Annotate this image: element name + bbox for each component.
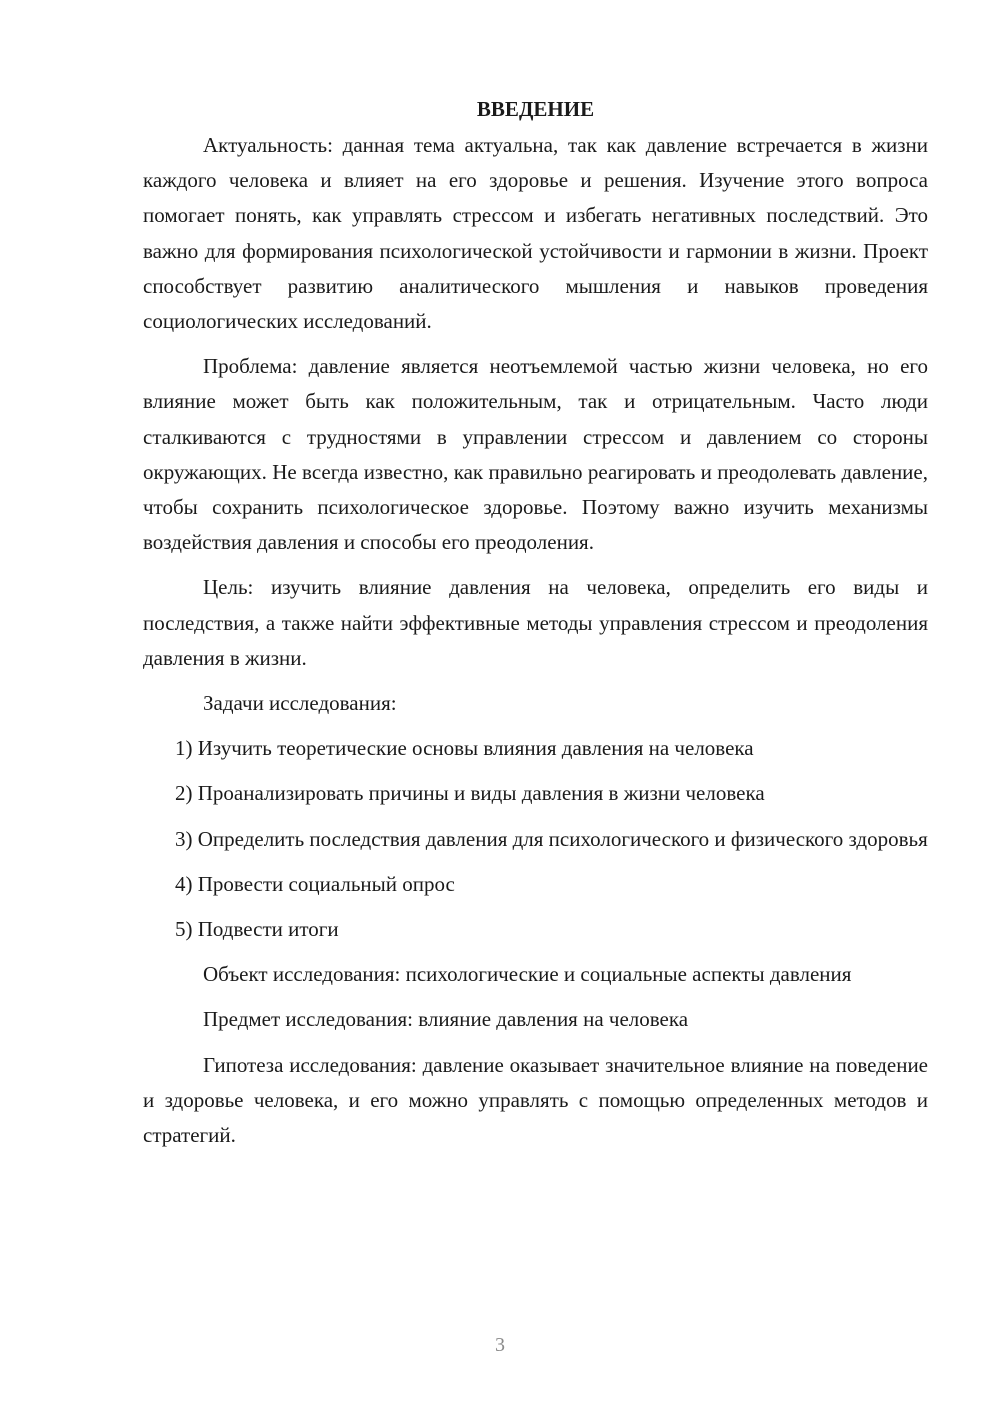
object-paragraph: Объект исследования: психологические и социальные аспекты давления (203, 962, 852, 987)
task-item: 5) Подвести итоги (175, 917, 339, 942)
tasks-title: Задачи исследования: (203, 691, 397, 716)
task-item: 4) Провести социальный опрос (175, 871, 455, 896)
relevance-paragraph: Актуальность: данная тема актуальна, так как давление встречается в жизни каждого человека и влияет на его здоровье и решения. Изучение этого вопроса помогает понять, как управлять стрессом и избегать негативных последствий. Это важно для формирования психологической устойчивости и гармонии в жизни. Проект способствует развитию аналитического мышления и навыков проведения социологических исследований. (143, 133, 928, 334)
hypothesis-paragraph: Гипотеза исследования: давление оказывает значительное влияние на поведение и здоровье человека, и его можно управлять с помощью определенных методов и стратегий. (143, 1052, 928, 1148)
document-page (143, 92, 928, 1163)
task-item: 2) Проанализировать причины и виды давления в жизни человека (175, 781, 765, 806)
task-item: 3) Определить последствия давления для психологического и физического здоровья (175, 826, 928, 851)
page-number: 3 (495, 1334, 505, 1356)
section-heading: ВВЕДЕНИЕ (476, 97, 595, 121)
problem-paragraph: Проблема: давление является неотъемлемой частью жизни человека, но его влияние может быть как положительным, так и отрицательным. Часто люди сталкиваются с трудностями в управлении стрессом и давлением со стороны окружающих. Не всегда известно, как правильно реагировать и преодолевать давление, чтобы сохранить психологическое здоровье. Поэтому важно изучить механизмы воздействия давления и способы его преодоления. (143, 354, 928, 555)
subject-paragraph: Предмет исследования: влияние давления на человека (203, 1007, 689, 1032)
task-item: 1) Изучить теоретические основы влияния давления на человека (175, 736, 754, 761)
goal-paragraph: Цель: изучить влияние давления на человека, определить его виды и последствия, а также найти эффективные методы управления стрессом и преодоления давления в жизни. (143, 575, 928, 670)
